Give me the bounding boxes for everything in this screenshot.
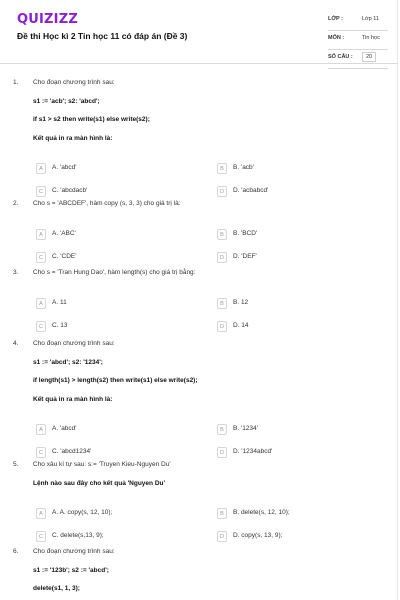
meta-label: MÔN : [328, 35, 345, 41]
option-text: B. delete(s, 12, 10); [233, 509, 290, 516]
option-letter-box: A [36, 229, 46, 240]
option-letter-box: D [217, 321, 227, 332]
worksheet-title: Đề thi Học kì 2 Tin học 11 có đáp án (Đề 3) [17, 31, 188, 41]
option-letter-box: C [36, 321, 46, 332]
question-text: Cho đoạn chương trình sau: [33, 340, 115, 347]
question-text: if length(s1) > length(s2) then write(s1) else write(s2); [33, 377, 198, 384]
meta-row-subject [328, 31, 388, 50]
question-text: if s1 > s2 then write(s1) else write(s2); [33, 116, 150, 123]
option-letter-box: B [217, 229, 227, 240]
worksheet-meta [328, 12, 388, 69]
option-text: D. 14 [233, 321, 249, 329]
option-text: C. 'abcd1234' [52, 448, 92, 455]
meta-value: 20 [362, 52, 376, 62]
option-letter-box: A [36, 163, 46, 174]
question-text: s1 := 'acb'; s2: 'abcd'; [33, 97, 100, 105]
option-letter-box: B [217, 298, 227, 309]
option-letter-box: B [217, 163, 227, 174]
meta-label: LỚP : [328, 16, 343, 22]
option-letter-box: C [36, 186, 46, 197]
option-text: A. 'abcd' [52, 164, 77, 171]
option-text: A. A. copy(s, 12, 10); [52, 509, 113, 516]
option-text: C. delete(s,13, 9); [52, 532, 104, 539]
question-text: Cho xâu kí tự sau: s:= 'Truyen Kieu-Nguyen Du' [33, 461, 171, 468]
question-number: 6. [13, 548, 19, 555]
meta-row-class [328, 12, 388, 31]
option-text: B. 'acb' [233, 164, 254, 171]
option-letter-box: D [217, 531, 227, 542]
option-letter-box: A [36, 424, 46, 435]
question-number: 5. [13, 461, 19, 468]
option-letter-box: C [36, 531, 46, 542]
question-text: Lệnh nào sau đây cho kết quả 'Nguyen Du' [33, 479, 166, 487]
option-text: A. 11 [52, 298, 67, 306]
option-letter-box: B [217, 508, 227, 519]
option-letter-box: B [217, 424, 227, 435]
meta-value: Lớp 11 [362, 16, 379, 22]
question-number: 2. [13, 200, 19, 207]
option-text: C. 'abcdacb' [52, 187, 88, 194]
option-text: B. '1234' [233, 425, 258, 432]
question-text: delete(s1, 1, 3); [33, 585, 80, 592]
option-text: A. 'abcd' [52, 425, 77, 432]
option-letter-box: D [217, 186, 227, 197]
question-text: s1 := '123b'; s2 := 'abcd'; [33, 566, 109, 574]
meta-row-count [328, 50, 388, 69]
option-text: C. 'CDE' [52, 252, 77, 260]
header-divider [0, 63, 398, 64]
meta-value: Tin học [362, 35, 380, 41]
option-letter-box: C [36, 252, 46, 263]
option-text: A. 'ABC' [52, 229, 76, 237]
option-text: C. 13 [52, 321, 68, 329]
question-text: s1 := 'abcd'; s2: '1234'; [33, 358, 103, 366]
question-text: Kết quả in ra màn hình là: [33, 395, 113, 403]
option-text: B. 12 [233, 298, 249, 306]
option-letter-box: D [217, 447, 227, 458]
question-number: 3. [13, 269, 19, 276]
question-text: Kết quả in ra màn hình là: [33, 134, 113, 142]
option-letter-box: C [36, 447, 46, 458]
option-text: D. 'DEF' [233, 252, 257, 260]
question-text: Cho s = 'Tran Hung Dao', hàm length(s) cho giá trị bằng: [33, 269, 196, 276]
quizizz-logo: QUIZIZZ [17, 12, 78, 27]
option-letter-box: D [217, 252, 227, 263]
question-number: 1. [13, 79, 19, 86]
option-letter-box: A [36, 298, 46, 309]
option-text: B. 'BCD' [233, 229, 258, 237]
question-text: Cho s = 'ABCDEF', hàm copy (s, 3, 3) cho giá trị là: [33, 200, 181, 207]
option-letter-box: A [36, 508, 46, 519]
option-text: D. '1234abcd' [233, 448, 273, 455]
meta-label: SỐ CÂU : [328, 54, 353, 60]
option-text: D. copy(s, 13, 9); [233, 532, 283, 539]
question-text: Cho đoạn chương trình sau: [33, 548, 115, 555]
question-text: Cho đoạn chương trình sau: [33, 79, 115, 86]
question-number: 4. [13, 340, 19, 347]
option-text: D. 'acbabcd' [233, 187, 269, 194]
